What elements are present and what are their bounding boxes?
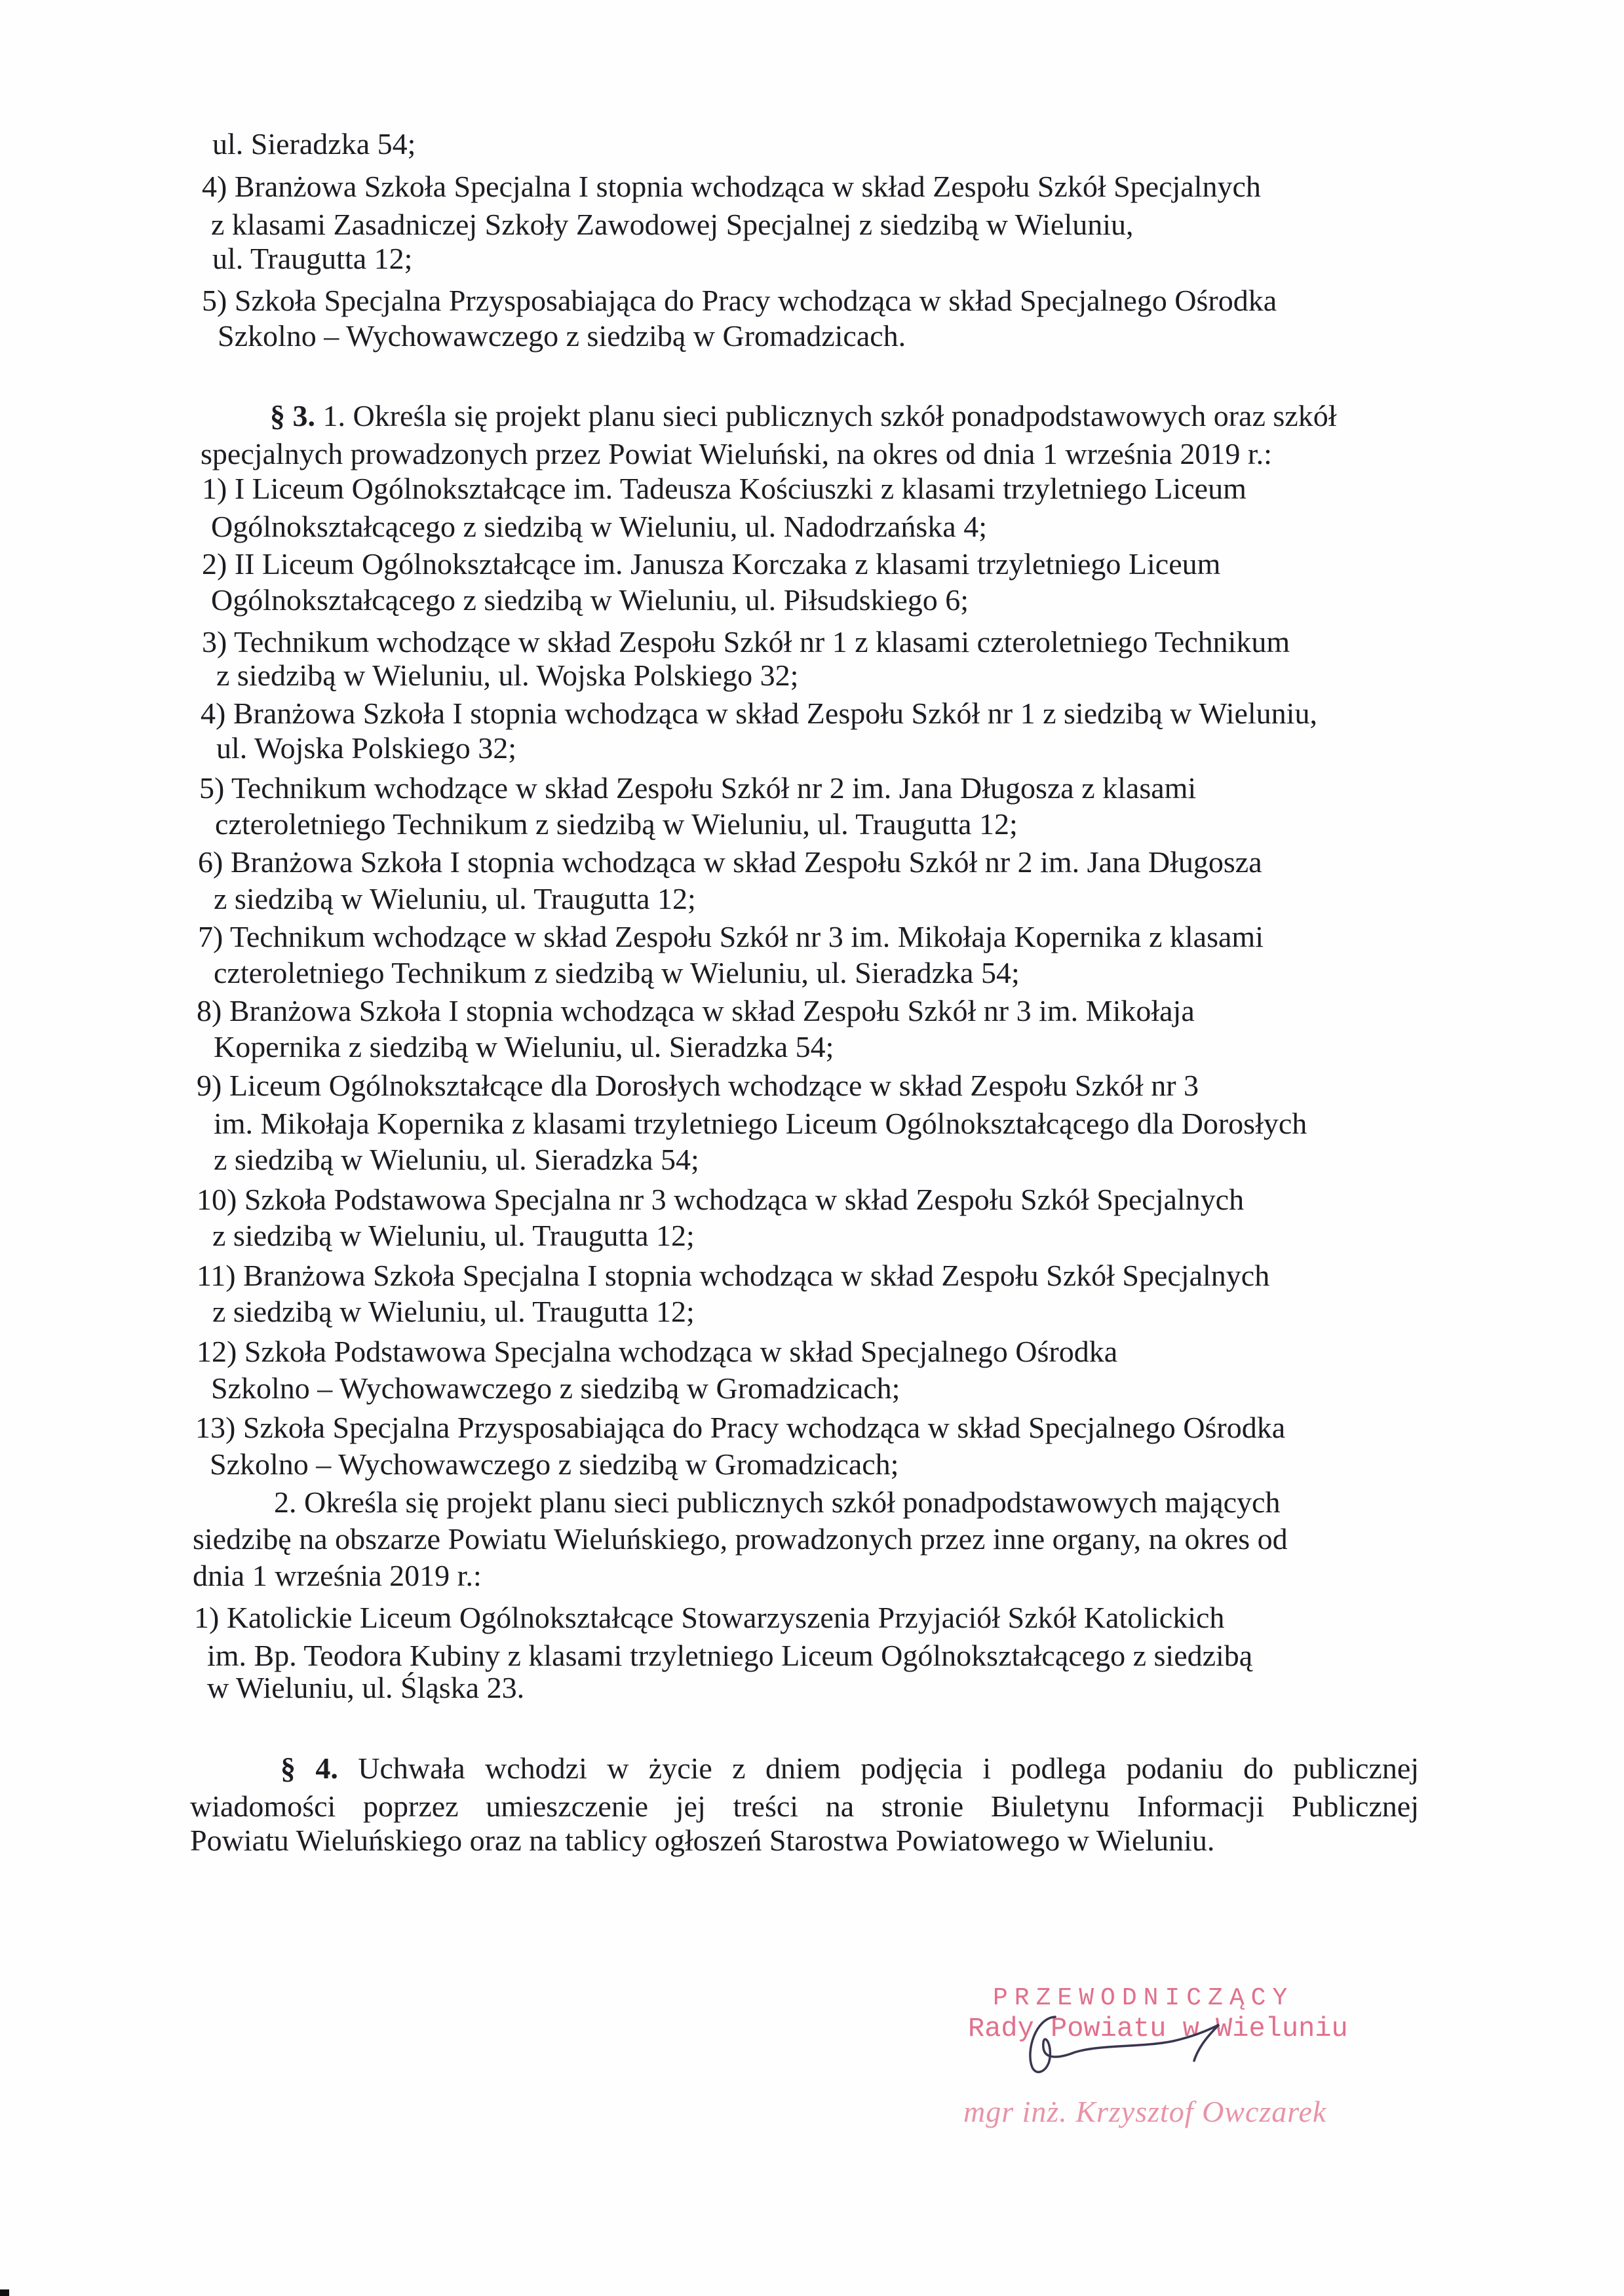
list-item: 1) I Liceum Ogólnokształcące im. Tadeusza Kościuszki z klasami trzyletniego Liceum <box>202 472 1247 505</box>
list-item: 3) Technikum wchodzące w skład Zespołu Szkół nr 1 z klasami czteroletniego Technikum <box>202 625 1290 659</box>
list-item-cont: Kopernika z siedzibą w Wieluniu, ul. Sieradzka 54; <box>214 1030 834 1063</box>
list-item-cont: Szkolno – Wychowawczego z siedzibą w Gromadzicach; <box>210 1447 899 1481</box>
continuation-line: z klasami Zasadniczej Szkoły Zawodowej Specjalnej z siedzibą w Wieluniu, <box>211 208 1134 241</box>
handwritten-signature <box>1022 2012 1245 2077</box>
section-3-intro <box>270 401 1336 431</box>
section-4-line: Powiatu Wieluńskiego oraz na tablicy ogłoszeń Starostwa Powiatowego w Wieluniu. <box>190 1824 1215 1857</box>
list-item-cont: czteroletniego Technikum z siedzibą w Wieluniu, ul. Traugutta 12; <box>215 807 1018 841</box>
list-item-cont: im. Mikołaja Kopernika z klasami trzyletniego Liceum Ogólnokształcącego dla Dorosłych <box>214 1107 1307 1140</box>
point-2-intro-line: dnia 1 września 2019 r.: <box>193 1559 482 1592</box>
scan-edge-mark <box>0 2289 9 2296</box>
list-item: 2) II Liceum Ogólnokształcące im. Janusza Korczaka z klasami trzyletniego Liceum <box>202 547 1221 581</box>
section-4-line: wiadomości poprzez umieszczenie jej treści na stronie Biuletynu Informacji Publicznej <box>190 1789 1419 1823</box>
continuation-line: ul. Sieradzka 54; <box>212 127 416 161</box>
signature-stroke <box>1030 2017 1219 2072</box>
list-item-cont: z siedzibą w Wieluniu, ul. Wojska Polskiego 32; <box>216 659 799 692</box>
list-item: 6) Branżowa Szkoła I stopnia wchodząca w skład Zespołu Szkół nr 2 im. Jana Długosza <box>198 845 1262 879</box>
section-4-mark: § 4. <box>280 1751 338 1785</box>
list-item: 7) Technikum wchodzące w skład Zespołu Szkół nr 3 im. Mikołaja Kopernika z klasami <box>198 920 1264 953</box>
list-item-cont: Szkolno – Wychowawczego z siedzibą w Gromadzicach; <box>211 1371 900 1405</box>
stamp-title: PRZEWODNICZĄCY <box>993 1984 1294 2012</box>
list-item-cont: z siedzibą w Wieluniu, ul. Traugutta 12; <box>214 882 696 915</box>
list-item: 1) Katolickie Liceum Ogólnokształcące Stowarzyszenia Przyjaciół Szkół Katolickich <box>194 1601 1225 1634</box>
list-item: 5) Technikum wchodzące w skład Zespołu Szkół nr 2 im. Jana Długosza z klasami <box>199 771 1197 805</box>
list-item: 12) Szkoła Podstawowa Specjalna wchodząca w skład Specjalnego Ośrodka <box>197 1335 1118 1368</box>
list-item-cont: im. Bp. Teodora Kubiny z klasami trzyletniego Liceum Ogólnokształcącego z siedzibą <box>207 1639 1253 1672</box>
list-item-cont: czteroletniego Technikum z siedzibą w Wieluniu, ul. Sieradzka 54; <box>214 956 1020 989</box>
stamp-name: mgr inż. Krzysztof Owczarek <box>963 2095 1327 2128</box>
stamp-subtitle: Rady Powiatu w Wieluniu <box>968 2013 1348 2044</box>
continuation-line: Szkolno – Wychowawczego z siedzibą w Gromadzicach. <box>218 319 906 353</box>
list-item-cont: Ogólnokształcącego z siedzibą w Wieluniu, ul. Piłsudskiego 6; <box>211 583 969 617</box>
section-4-line <box>280 1753 1419 1784</box>
list-item: 4) Branżowa Szkoła I stopnia wchodząca w skład Zespołu Szkół nr 1 z siedzibą w Wieluniu, <box>201 697 1317 730</box>
section-3-text: 1. Określa się projekt planu sieci publicznych szkół ponadpodstawowych oraz szkół <box>322 399 1337 432</box>
list-item-cont: w Wieluniu, ul. Śląska 23. <box>207 1671 525 1704</box>
list-item: 11) Branżowa Szkoła Specjalna I stopnia wchodząca w skład Zespołu Szkół Specjalnych <box>197 1259 1270 1292</box>
list-item: 4) Branżowa Szkoła Specjalna I stopnia wchodząca w skład Zespołu Szkół Specjalnych <box>202 170 1261 203</box>
point-2-intro: 2. Określa się projekt planu sieci publicznych szkół ponadpodstawowych mających <box>274 1485 1281 1519</box>
list-item: 13) Szkoła Specjalna Przysposabiająca do Pracy wchodząca w skład Specjalnego Ośrodka <box>195 1411 1286 1444</box>
list-item-cont: Ogólnokształcącego z siedzibą w Wieluniu, ul. Nadodrzańska 4; <box>211 510 987 543</box>
list-item: 5) Szkoła Specjalna Przysposabiająca do Pracy wchodząca w skład Specjalnego Ośrodka <box>202 284 1277 317</box>
section-3-mark: § 3. <box>270 399 315 432</box>
list-item-cont: z siedzibą w Wieluniu, ul. Traugutta 12; <box>212 1295 695 1328</box>
list-item-cont: z siedzibą w Wieluniu, ul. Sieradzka 54; <box>214 1143 699 1176</box>
list-item-cont: z siedzibą w Wieluniu, ul. Traugutta 12; <box>212 1219 695 1252</box>
list-item: 10) Szkoła Podstawowa Specjalna nr 3 wchodząca w skład Zespołu Szkół Specjalnych <box>197 1183 1245 1216</box>
list-item: 8) Branżowa Szkoła I stopnia wchodząca w skład Zespołu Szkół nr 3 im. Mikołaja <box>197 994 1195 1027</box>
list-item-cont: ul. Wojska Polskiego 32; <box>216 731 517 765</box>
section-4-text: Uchwała wchodzi w życie z dniem podjęcia i podlega podaniu do publicznej <box>358 1751 1420 1785</box>
point-2-intro-line: siedzibę na obszarze Powiatu Wieluńskiego, prowadzonych przez inne organy, na okres od <box>193 1522 1288 1556</box>
continuation-line: ul. Traugutta 12; <box>212 242 413 275</box>
section-3-intro-line: specjalnych prowadzonych przez Powiat Wieluński, na okres od dnia 1 września 2019 r.: <box>201 437 1272 470</box>
list-item: 9) Liceum Ogólnokształcące dla Dorosłych wchodzące w skład Zespołu Szkół nr 3 <box>197 1069 1199 1102</box>
